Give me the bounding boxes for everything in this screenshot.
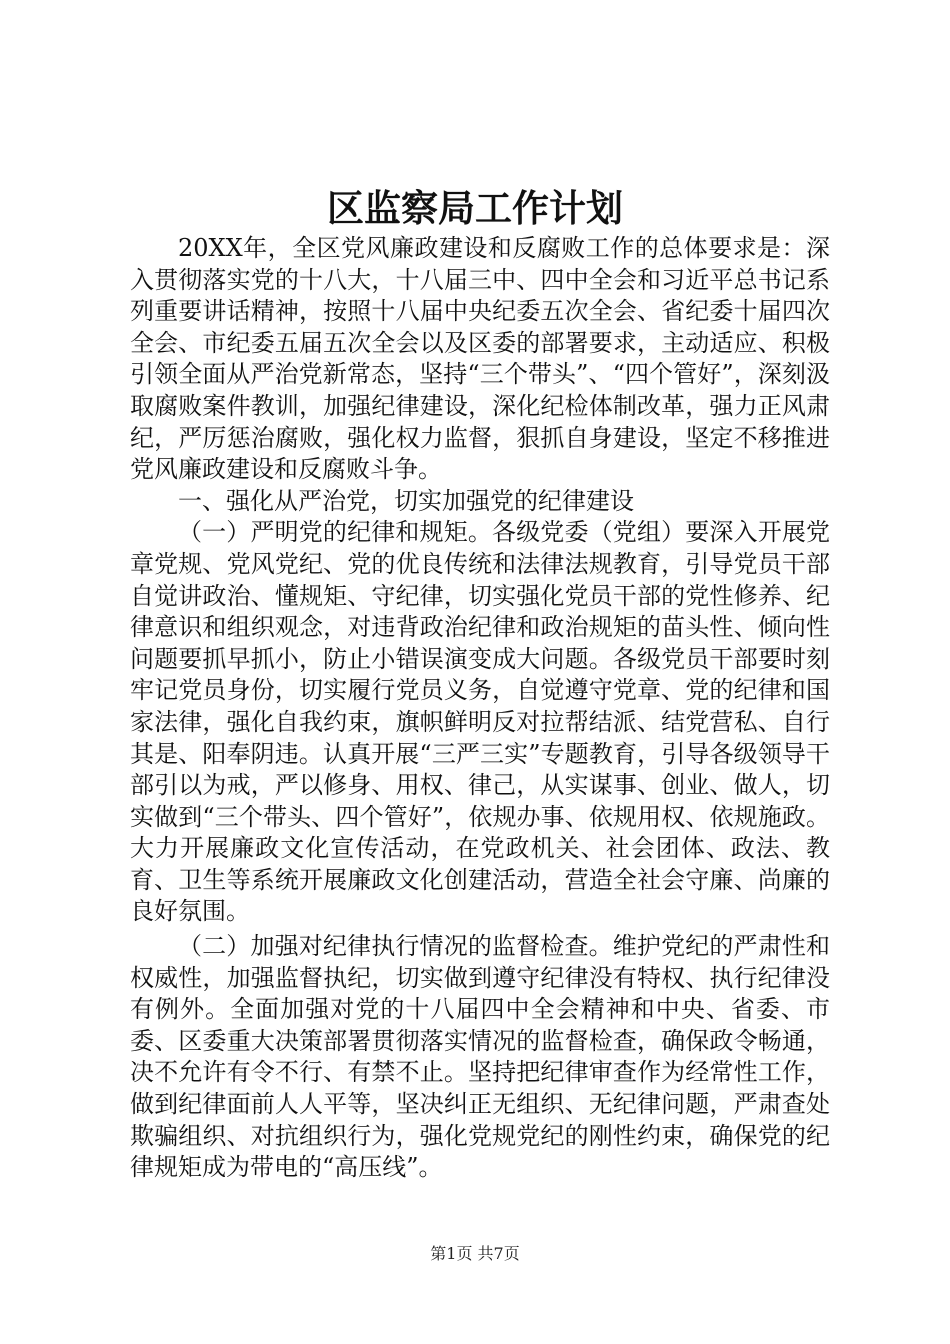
paragraph-section-1-item-2: （二）加强对纪律执行情况的监督检查。维护党纪的严肃性和权威性，加强监督执纪，切实做到遵守纪律没有特权、执行纪律没有例外。全面加强对党的十八届四中全会精神和中央、省委、市委、区委重大决策部署贯彻落实情况的监督检查，确保政令畅通，决不允许有令不行、有禁不止。坚持把纪律审查作为经常性工作，做到纪律面前人人平等，坚决纠正无组织、无纪律问题，严肃查处欺骗组织、对抗组织行为，强化党规党纪的刚性约束，确保党的纪律规矩成为带电的“高压线”。 (130, 932, 830, 1182)
document-title: 区监察局工作计划 (327, 186, 623, 230)
paragraph-section-1-item-1: （一）严明党的纪律和规矩。各级党委（党组）要深入开展党章党规、党风党纪、党的优良传统和法律法规教育，引导党员干部自觉讲政治、懂规矩、守纪律，切实强化党员干部的党性修养、纪律意识和组织观念，对违背政治纪律和政治规矩的苗头性、倾向性问题要抓早抓小，防止小错误演变成大问题。各级党员干部要时刻牢记党员身份，切实履行党员义务，自觉遵守党章、党的纪律和国家法律，强化自我约束，旗帜鲜明反对拉帮结派、结党营私、自行其是、阳奉阴违。认真开展“三严三实”专题教育，引导各级领导干部引以为戒，严以修身、用权、律己，从实谋事、创业、做人，切实做到“三个带头、四个管好”，依规办事、依规用权、依规施政。大力开展廉政文化宣传活动，在党政机关、社会团体、政法、教育、卫生等系统开展廉政文化创建活动，营造全社会守廉、尚廉的良好氛围。 (130, 518, 830, 926)
document-body (130, 233, 830, 1184)
paragraph-intro: 20XX年，全区党风廉政建设和反腐败工作的总体要求是：深入贯彻落实党的十八大，十八届三中、四中全会和习近平总书记系列重要讲话精神，按照十八届中央纪委五次全会、省纪委十届四次全会、市纪委五届五次全会以及区委的部署要求，主动适应、积极引领全面从严治党新常态，坚持“三个带头”、“四个管好”，深刻汲取腐败案件教训，加强纪律建设，深化纪检体制改革，强力正风肃纪，严厉惩治腐败，强化权力监督，狠抓自身建设，坚定不移推进党风廉政建设和反腐败斗争。 (130, 234, 830, 484)
section-heading-1: 一、强化从严治党，切实加强党的纪律建设 (178, 486, 634, 515)
page-footer: 第1页 共7页 (430, 1244, 520, 1263)
